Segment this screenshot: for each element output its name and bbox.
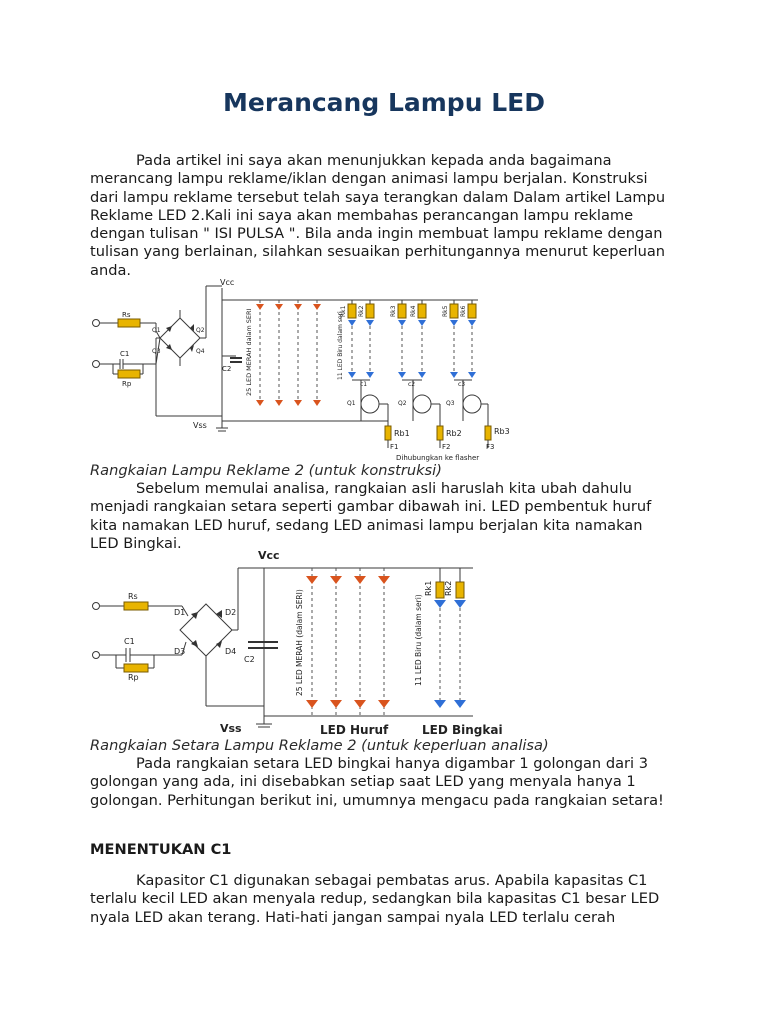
resistor-rb1 <box>385 426 391 440</box>
input-terminal <box>93 320 100 327</box>
label-rk4: Rk4 <box>410 305 417 317</box>
label-flasher: Dihubungkan ke flasher <box>396 454 480 462</box>
label-c3b: c3 <box>458 381 466 388</box>
paragraph-analysis-text: Sebelum memulai analisa, rangkaian asli haruslah kita ubah dahulu menjadi rangkaian setara seperti gambar dibawah ini. LED pembentuk huruf kita namakan LED huruf, sedang LED animasi lampu berjalan kita namakan LED Bingkai. <box>90 480 652 552</box>
label-rp: Rp <box>122 380 132 388</box>
label-c1: C1 <box>120 350 130 358</box>
label-rb1: Rb1 <box>394 429 410 438</box>
paragraph-intro <box>90 152 670 280</box>
paragraph-c1 <box>90 872 670 927</box>
resistor-rp <box>124 664 148 672</box>
label-rk2: Rk2 <box>444 580 453 596</box>
label-tq2: Q2 <box>398 400 407 407</box>
label-q3: Q3 <box>152 348 161 355</box>
caption-fig2: Rangkaian Setara Lampu Reklame 2 (untuk keperluan analisa) <box>90 737 549 754</box>
label-led-huruf: LED Huruf <box>320 723 389 737</box>
label-vss: Vss <box>220 722 242 735</box>
label-vss: Vss <box>193 421 207 430</box>
section-heading-c1: MENENTUKAN C1 <box>90 841 232 858</box>
circuit-diagram-construction <box>88 276 528 466</box>
label-led-bingkai: LED Bingkai <box>422 723 503 737</box>
label-d2: D2 <box>225 608 237 617</box>
label-vcc: Vcc <box>220 278 235 287</box>
label-rs: Rs <box>128 592 138 601</box>
label-tq1: Q1 <box>347 400 356 407</box>
label-c2: C2 <box>222 365 232 373</box>
caption-fig1: Rangkaian Lampu Reklame 2 (untuk konstruksi) <box>90 462 442 479</box>
paragraph-c1-text: Kapasitor C1 digunakan sebagai pembatas arus. Apabila kapasitas C1 terlalu kecil LED akan menyala redup, sedangkan bila kapasitas C1 besar LED nyala LED akan terang. Hati-hati jangan sampai nyala LED terlalu cerah <box>90 872 660 926</box>
label-c1b: c1 <box>360 381 368 388</box>
paragraph-analysis <box>90 480 670 553</box>
label-rk5: Rk5 <box>442 305 449 317</box>
label-c2: C2 <box>244 655 255 664</box>
label-q2: Q2 <box>196 327 205 334</box>
red-led-columns <box>306 568 390 716</box>
label-blue-leds: 11 LED Biru (dalam seri) <box>414 594 423 686</box>
label-c2b: c2 <box>408 381 416 388</box>
label-rb2: Rb2 <box>446 429 462 438</box>
page-title: Merancang Lampu LED <box>223 88 545 117</box>
resistor-rs <box>118 319 140 327</box>
label-d4: D4 <box>225 647 237 656</box>
label-rk1: Rk1 <box>424 580 433 596</box>
label-f1: F1 <box>390 443 399 451</box>
paragraph-equivalent <box>90 755 670 810</box>
label-tq3: Q3 <box>446 400 455 407</box>
label-q1: Q1 <box>152 327 161 334</box>
label-f3: F3 <box>486 443 495 451</box>
label-rk1: Rk1 <box>340 305 347 317</box>
label-d1: D1 <box>174 608 186 617</box>
label-rp: Rp <box>128 673 139 682</box>
paragraph-intro-text: Pada artikel ini saya akan menunjukkan kepada anda bagaimana merancang lampu reklame/iklan dengan animasi lampu berjalan. Konstruksi dari lampu reklame tersebut telah saya terangkan dalam Dalam artikel Lampu Reklame LED 2.Kali ini saya akan membahas perancangan lampu reklame dengan tulisan " ISI PULSA ". Bila anda ingin membuat lampu reklame dengan tulisan yang berlainan, silahkan sesuaikan perhitungannya menurut keperluan anda. <box>90 152 666 279</box>
label-q4: Q4 <box>196 348 205 355</box>
resistor-rp <box>118 370 140 378</box>
label-rk3: Rk3 <box>390 305 397 317</box>
label-rb3: Rb3 <box>494 427 510 436</box>
red-led-columns <box>256 300 321 408</box>
input-terminal <box>93 361 100 368</box>
label-vcc: Vcc <box>258 549 280 562</box>
label-rk2: Rk2 <box>358 305 365 317</box>
label-d3: D3 <box>174 647 186 656</box>
label-rs: Rs <box>122 311 131 319</box>
resistor-rb2 <box>437 426 443 440</box>
resistor-rb3 <box>485 426 491 440</box>
label-red-leds: 25 LED MERAH dalam SERI <box>245 308 253 396</box>
transistors <box>361 380 488 426</box>
label-rk6: Rk6 <box>460 305 467 317</box>
paragraph-equivalent-text: Pada rangkaian setara LED bingkai hanya digambar 1 golongan dari 3 golongan yang ada, ini disebabkan setiap saat LED yang menyala hanya 1 golongan. Perhitungan berikut ini, umumnya mengacu pada rangkaian setara! <box>90 755 664 809</box>
label-blue-leds: 11 LED Biru dalam seri <box>337 311 344 380</box>
label-f2: F2 <box>442 443 451 451</box>
circuit-diagram-equivalent <box>88 546 503 737</box>
resistor-rs <box>124 602 148 610</box>
label-red-leds: 25 LED MERAH (dalam SERI) <box>295 589 304 696</box>
label-c1: C1 <box>124 637 135 646</box>
